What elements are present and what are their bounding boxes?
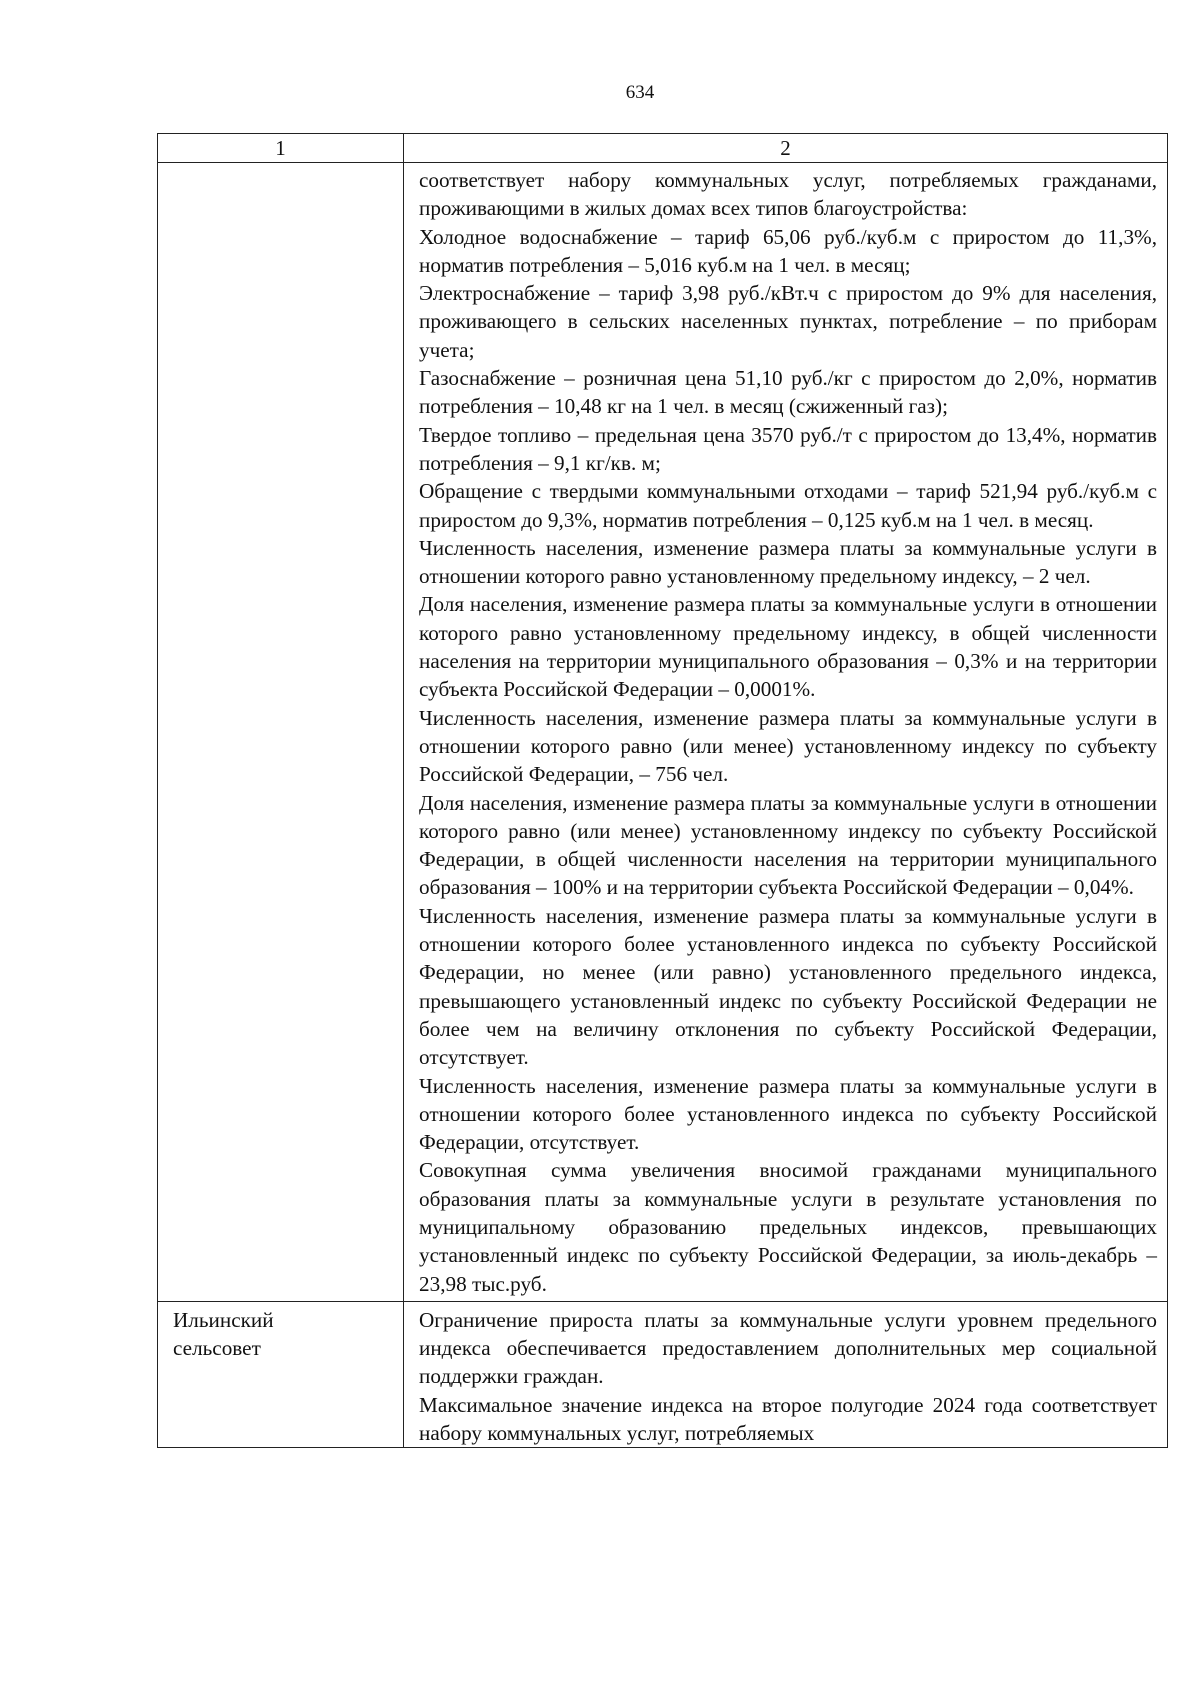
paragraph: Численность населения, изменение размера платы за коммунальные услуги в отношении которого равно (или менее) установленному индексу по субъекту Российской Федерации, – 756 чел. — [419, 705, 1157, 787]
table-header-row — [158, 134, 1168, 163]
paragraph: Твердое топливо – предельная цена 3570 руб./т с приростом до 13,4%, норматив потребления – 9,1 кг/кв. м; — [419, 422, 1157, 475]
municipality-cell — [158, 1301, 404, 1447]
paragraph: Совокупная сумма увеличения вносимой гражданами муниципального образования платы за коммунальные услуги в результате установления по муниципальному образованию предельных индексов, превышающих установленный индекс по субъекту Российской Федерации, за июль-декабрь – 23,98 тыс.руб. — [419, 1158, 1157, 1296]
paragraph: Максимальное значение индекса на второе полугодие 2024 года соответствует набору коммунальных услуг, потребляемых — [419, 1392, 1157, 1446]
paragraph: Холодное водоснабжение – тариф 65,06 руб./куб.м с приростом до 11,3%, норматив потребления – 5,016 куб.м на 1 чел. в месяц; — [419, 224, 1157, 277]
municipality-cell — [158, 163, 404, 1302]
paragraph: соответствует набору коммунальных услуг, потребляемых гражданами, проживающими в жилых домах всех типов благоустройства: — [419, 168, 1157, 221]
document-table — [157, 133, 1168, 1448]
paragraph: Доля населения, изменение размера платы за коммунальные услуги в отношении которого равно установленному предельному индексу, в общей численности населения на территории муниципального образования – 0,3% и на территории субъекта Российской Федерации – 0,0001%. — [419, 592, 1157, 702]
column-header-1: 1 — [158, 134, 404, 163]
description-cell — [404, 1301, 1168, 1447]
municipality-name-line: Ильинский — [173, 1307, 274, 1332]
municipality-name-line: сельсовет — [173, 1336, 261, 1361]
table-row — [158, 163, 1168, 1302]
paragraph: Газоснабжение – розничная цена 51,10 руб./кг с приростом до 2,0%, норматив потребления – 10,48 кг на 1 чел. в месяц (сжиженный газ); — [419, 366, 1157, 419]
paragraph: Численность населения, изменение размера платы за коммунальные услуги в отношении которого более установленного индекса по субъекту Российской Федерации, отсутствует. — [419, 1073, 1157, 1155]
paragraph: Обращение с твердыми коммунальными отходами – тариф 521,94 руб./куб.м с приростом до 9,3%, норматив потребления – 0,125 куб.м на 1 чел. в месяц. — [419, 479, 1157, 532]
table-row — [158, 1301, 1168, 1447]
paragraph: Электроснабжение – тариф 3,98 руб./кВт.ч с приростом до 9% для населения, проживающего в сельских населенных пунктах, потребление – по приборам учета; — [419, 281, 1157, 362]
column-header-2: 2 — [404, 134, 1168, 163]
page-number: 634 — [625, 82, 655, 103]
paragraph: Ограничение прироста платы за коммунальные услуги уровнем предельного индекса обеспечивается предоставлением дополнительных мер социальной поддержки граждан. — [419, 1307, 1157, 1389]
paragraph: Численность населения, изменение размера платы за коммунальные услуги в отношении которого более установленного индекса по субъекту Российской Федерации, но менее (или равно) установленного предельного индекса, превышающего установленный индекс по субъекту Российской Федерации не более чем на величину отклонения по субъекту Российской Федерации, отсутствует. — [419, 903, 1157, 1070]
description-cell — [404, 163, 1168, 1302]
paragraph: Численность населения, изменение размера платы за коммунальные услуги в отношении которого равно установленному предельному индексу, – 2 чел. — [419, 535, 1157, 589]
paragraph: Доля населения, изменение размера платы за коммунальные услуги в отношении которого равно (или менее) установленному индексу по субъекту Российской Федерации, в общей численности населения на территории муниципального образования – 100% и на территории субъекта Российской Федерации – 0,04%. — [419, 790, 1157, 900]
